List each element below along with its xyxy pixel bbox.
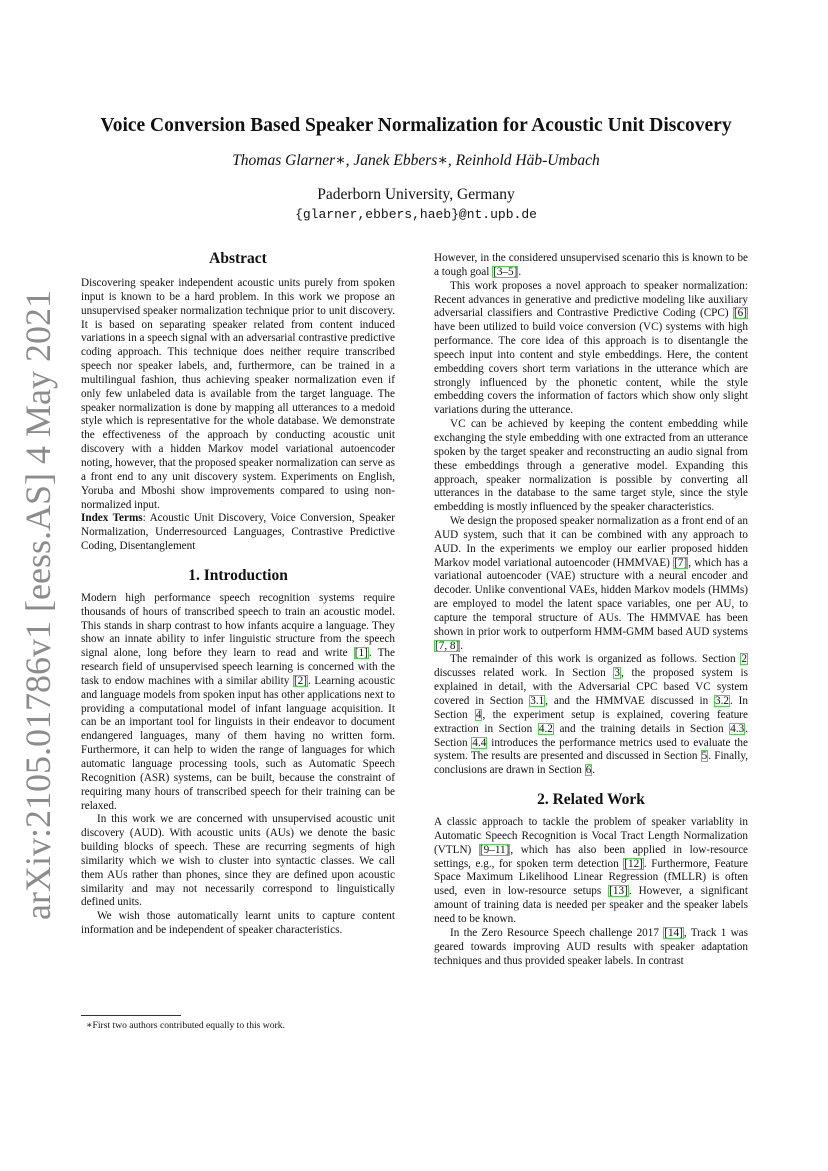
section-link[interactable]: 4.4: [472, 736, 487, 749]
intro-paragraph-5: VC can be achieved by keeping the content embedding while exchanging the style embedding with one extracted from an utterance spoken by the target speaker and reconstructing an audio signal from these embeddings through a generative model. Expanding this approach, speaker normalization is possible by converting all utterances in the database to the same target style, since the style embedding is mostly influenced by the speaker characteristics.: [434, 418, 748, 514]
index-terms-text: : Acoustic Unit Discovery, Voice Conversion, Speaker Normalization, Underresourced Languages, Contrastive Predictive Coding, Disentanglement: [81, 512, 395, 553]
intro-paragraph-1: Modern high performance speech recognition systems require thousands of hours of transcribed speech to train an acoustic model. This stands in sharp contrast to how infants acquire a language. They show an innate ability to infer linguistic structure from the speech signal alone, long before they learn to read and write [1]. The research field of unsupervised speech learning is concerned with the task to endow machines with a similar ability [2]. Learning acoustic and language models from spoken input has other applications next to providing a computational model of infant language acquisition. It can be an important tool for linguists in their endeavor to document endangered languages, many of them having no written form. Furthermore, it can help to widen the range of languages for which automatic language processing tools, such as Automatic Speech Recognition (ASR) systems, can be built, because the constraint of requiring many hours of transcribed speech for their training can be relaxed.: [81, 591, 395, 812]
related-paragraph-2: In the Zero Resource Speech challenge 2017 [14], Track 1 was geared towards improving AUD results with speaker adaptation techniques and thus provided speaker labels. In contrast: [434, 926, 748, 967]
citation-link[interactable]: [6]: [733, 307, 747, 320]
section-link[interactable]: 4.3: [730, 722, 745, 735]
index-terms: [81, 512, 395, 554]
intro-paragraph-3: We wish those automatically learnt units to capture content information and be independent of speaker characteristics.: [81, 910, 395, 937]
section-link[interactable]: 3: [614, 667, 621, 680]
section-link[interactable]: 4: [475, 708, 482, 721]
right-column: [434, 252, 748, 968]
arxiv-stamp-svg: [2, 0, 62, 1171]
arxiv-stamp-text: arXiv:2105.01786v1 [eess.AS] 4 May 2021: [18, 290, 58, 920]
citation-link[interactable]: [7]: [674, 556, 688, 569]
citation-link[interactable]: [12]: [624, 857, 643, 870]
citation-link[interactable]: [14]: [664, 926, 683, 939]
left-column: [81, 249, 395, 938]
section-link[interactable]: 4.2: [538, 722, 553, 735]
section-link[interactable]: 6: [585, 764, 592, 777]
citation-link[interactable]: [3–5]: [493, 265, 518, 278]
citation-link[interactable]: [2]: [293, 674, 307, 687]
citation-link[interactable]: [9–11]: [479, 843, 510, 856]
paper-authors: Thomas Glarner∗, Janek Ebbers∗, Reinhold Häb-Umbach: [232, 152, 600, 169]
citation-link[interactable]: [13]: [609, 885, 628, 898]
paper-email: {glarner,ebbers,haeb}@nt.upb.de: [295, 207, 537, 222]
footnote-rule: [81, 1015, 181, 1016]
footnote: ∗First two authors contributed equally to this work.: [86, 1020, 285, 1031]
intro-paragraph-2: In this work we are concerned with unsupervised acoustic unit discovery (AUD). With acoustic units (AUs) we denote the basic building blocks of speech. These are recurring segments of high similarity which we wish to cluster into syntactic classes. We call them AUs rather than phones, since they are defined upon acoustic similarity and may not necessarily correspond to linguistically defined units.: [81, 813, 395, 909]
citation-link[interactable]: [7, 8]: [435, 639, 460, 652]
related-work-heading: 2. Related Work: [537, 791, 645, 809]
intro-paragraph-3-cont: However, in the considered unsupervised scenario this is known to be a tough goal [3–5].: [434, 252, 748, 278]
abstract-text: Discovering speaker independent acoustic units purely from spoken input is known to be a hard problem. In this work we propose an unsupervised speaker normalization technique prior to unit discovery. It is based on separating speaker related from content induced variations in a speech signal with an adversarial contrastive predictive coding approach. This technique does neither require transcribed speech nor speaker labels, and, furthermore, can be trained in a multilingual fashion, thus achieving speaker normalization even if only few unlabeled data is available from the target language. The speaker normalization is done by mapping all utterances to a medoid style which is representative for the whole database. We demonstrate the effectiveness of the approach by conducting acoustic unit discovery with a hidden Markov model variational autoencoder noting, however, that the proposed speaker normalization can serve as a front end to any unit discovery system. Experiments on English, Yoruba and Mboshi show improvements compared to using non-normalized input.: [81, 277, 395, 511]
intro-heading: 1. Introduction: [188, 566, 288, 584]
intro-paragraph-7: The remainder of this work is organized as follows. Section 2 discusses related work. In Section 3, the proposed system is explained in detail, with the Adversarial CPC based VC system covered in Section 3.1, and the HMMVAE discussed in 3.2. In Section 4, the experiment setup is explained, covering feature extraction in Section 4.2 and the training details in Section 4.3. Section 4.4 introduces the performance metrics used to evaluate the system. The results are presented and discussed in Section 5. Finally, conclusions are drawn in Section 6.: [434, 653, 748, 777]
index-terms-label: Index Terms: [81, 512, 143, 525]
paper-title: Voice Conversion Based Speaker Normalization for Acoustic Unit Discovery: [100, 115, 732, 136]
section-link[interactable]: 2: [741, 653, 747, 666]
arxiv-stamp: [2, 0, 62, 1171]
paper-affiliation: Paderborn University, Germany: [317, 186, 515, 203]
abstract-heading: Abstract: [209, 250, 267, 267]
intro-paragraph-6: We design the proposed speaker normalization as a front end of an AUD system, such that it can be combined with any approach to AUD. In the experiments we employ our earlier proposed hidden Markov model variational autoencoder (HMMVAE) [7], which has a variational autoencoder (VAE) structure with a neural encoder and decoder. Unlike conventional VAEs, hidden Markov models (HMMs) are employed to model the latent space variables, one per AU, to capture the temporal structure of AUs. The HMMVAE has been shown in prior work to outperform HMM-GMM based AUD systems [7, 8].: [434, 515, 748, 652]
related-paragraph-1: A classic approach to tackle the problem of speaker variablity in Automatic Speech Recognition is Vocal Tract Length Normalization (VTLN) [9–11], which has also been applied in low-resource settings, e.g., for spoken term detection [12]. Furthermore, Feature Space Maximum Likelihood Linear Regression (fMLLR) is often used, even in low-resource setups [13]. However, a significant amount of training data is needed per speaker and the speaker labels need to be known.: [434, 816, 749, 925]
section-link[interactable]: 3.1: [530, 695, 545, 707]
section-link[interactable]: 5: [701, 750, 708, 763]
intro-paragraph-4: This work proposes a novel approach to speaker normalization: Recent advances in generative and predictive modeling like auxiliary adversarial classifiers and Contrastive Predictive Coding (CPC) [6] have been utilized to build voice conversion (VC) systems with high performance. The core idea of this approach is to disentangle the speech input into content and style embeddings. Here, the content embedding covers short term variations in the utterance which are strongly influenced by the phonetic content, while the style embedding covers the information of factors which show only slight variations during the utterance.: [434, 279, 748, 417]
citation-link[interactable]: [1]: [354, 647, 368, 660]
section-link[interactable]: 3.2: [715, 695, 730, 707]
